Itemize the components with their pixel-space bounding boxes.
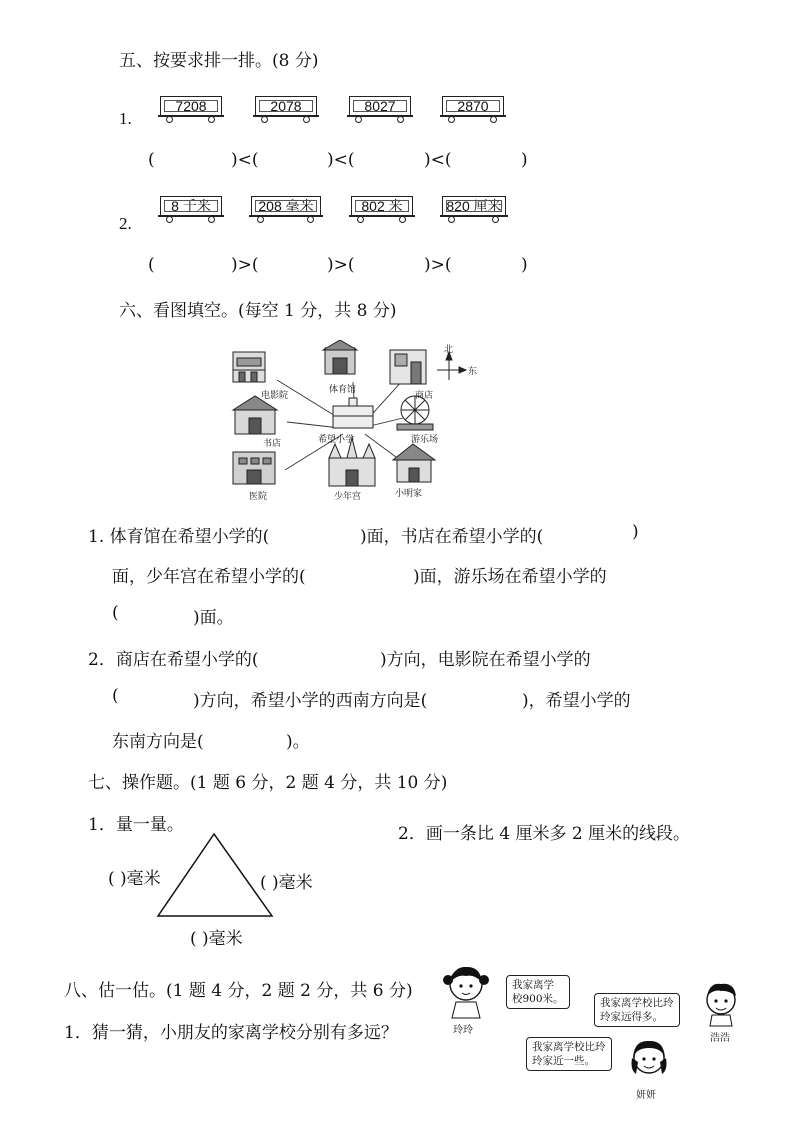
s6-q1-text: )面。 — [193, 608, 234, 628]
cart-label: 8027 — [349, 96, 411, 116]
compass-north: 北 — [444, 345, 454, 355]
side-length-blank-right[interactable]: ( )毫米 — [260, 873, 313, 893]
number-cart — [160, 96, 222, 122]
map-label-home: 小明家 — [395, 489, 423, 499]
answer-blank[interactable]: )<( — [327, 150, 355, 170]
speech-bubble — [506, 975, 570, 1009]
cart-label: 2078 — [255, 96, 317, 116]
cart-label: 8 千米 — [160, 196, 222, 216]
direction-map — [225, 340, 485, 505]
school-icon — [333, 398, 373, 428]
cart-label: 208 毫米 — [251, 196, 321, 216]
section8-title: 八、估一估。(1 题 4 分，2 题 2 分，共 6 分) — [64, 981, 413, 1001]
bubble-line: 我家离学校比玲 — [532, 1041, 606, 1053]
cart-label: 7208 — [160, 96, 222, 116]
answer-blank[interactable]: )>( — [424, 255, 452, 275]
map-label-bookstore: 书店 — [263, 439, 282, 449]
s6-q2-text: )方向，希望小学的西南方向是( — [193, 691, 428, 711]
speech-bubble — [594, 993, 680, 1027]
cart-label: 820 厘米 — [442, 196, 506, 216]
s6-q1-text: ( — [112, 603, 119, 623]
s6-q1-text: )面，书店在希望小学的( — [360, 527, 544, 547]
number-cart — [442, 96, 504, 122]
map-illustration — [225, 340, 485, 505]
girl-icon — [624, 1036, 674, 1086]
s6-q2-text: 东南方向是( — [112, 732, 204, 752]
answer-blank[interactable]: )<( — [424, 150, 452, 170]
compass-icon — [437, 352, 466, 380]
answer-blank[interactable]: ( — [148, 150, 155, 170]
shop-icon — [390, 350, 426, 384]
bubble-line: 校900米。 — [512, 993, 564, 1005]
bubble-line: 玲家近一些。 — [532, 1055, 595, 1067]
kid-name: 玲玲 — [453, 1025, 473, 1036]
hospital-icon — [233, 452, 275, 484]
map-label-gym: 体育馆 — [329, 385, 357, 395]
s6-q1-text: )面，游乐场在希望小学的 — [413, 567, 607, 587]
s6-q2-text: )。 — [286, 732, 310, 752]
gym-icon — [323, 340, 357, 374]
boy-icon — [700, 980, 742, 1028]
answer-blank[interactable]: ( — [148, 255, 155, 275]
s7-q2: 2．画一条比 4 厘米多 2 厘米的线段。 — [398, 824, 691, 844]
house-icon — [393, 444, 435, 482]
speech-bubble — [526, 1037, 612, 1071]
kid-name: 浩浩 — [710, 1033, 730, 1044]
bubble-line: 我家离学 — [512, 979, 554, 991]
section7-title: 七、操作题。(1 题 6 分，2 题 4 分，共 10 分) — [88, 773, 448, 793]
answer-blank[interactable]: ) — [521, 255, 528, 275]
section6-title: 六、看图填空。(每空 1 分，共 8 分) — [119, 301, 397, 321]
q1-number: 1. — [119, 109, 132, 128]
answer-blank[interactable]: )>( — [231, 255, 259, 275]
unit-cart — [251, 196, 321, 222]
ferris-wheel-icon — [397, 396, 433, 430]
map-label-palace: 少年宫 — [334, 492, 362, 502]
kid-name: 妍妍 — [636, 1090, 656, 1101]
s6-q2-text: )，希望小学的 — [522, 691, 631, 711]
s6-q1-text: 面，少年宫在希望小学的( — [112, 567, 306, 587]
number-cart — [349, 96, 411, 122]
map-label-hospital: 医院 — [249, 492, 268, 502]
section5-title: 五、按要求排一排。(8 分) — [119, 51, 319, 71]
answer-blank[interactable]: )<( — [231, 150, 259, 170]
cinema-icon — [233, 352, 265, 382]
bookstore-icon — [233, 396, 277, 434]
bubble-line: 我家离学校比玲 — [600, 997, 674, 1009]
cart-label: 802 米 — [351, 196, 413, 216]
answer-blank[interactable]: )>( — [327, 255, 355, 275]
unit-cart — [160, 196, 222, 222]
s8-q1: 1．猜一猜，小朋友的家离学校分别有多远？ — [64, 1023, 398, 1043]
unit-cart — [442, 196, 506, 222]
s6-q2-text: ( — [112, 686, 119, 706]
map-label-school: 希望小学 — [318, 435, 355, 445]
number-cart — [255, 96, 317, 122]
s6-q1-text: 1. 体育馆在希望小学的( — [88, 527, 270, 547]
palace-icon — [329, 438, 375, 486]
cart-label: 2870 — [442, 96, 504, 116]
map-label-park: 游乐场 — [411, 435, 439, 445]
girl-icon — [440, 962, 492, 1020]
map-label-cinema: 电影院 — [261, 391, 289, 401]
map-label-shop: 商店 — [415, 391, 434, 401]
s6-q2-text: 2．商店在希望小学的( — [88, 650, 259, 670]
unit-cart — [351, 196, 413, 222]
s6-q2-text: )方向，电影院在希望小学的 — [380, 650, 591, 670]
bubble-line: 玲家远得多。 — [600, 1011, 663, 1023]
q2-number: 2. — [119, 214, 132, 233]
answer-blank[interactable]: ) — [521, 150, 528, 170]
side-length-blank-bottom[interactable]: ( )毫米 — [190, 929, 243, 949]
compass-east: 东 — [468, 367, 478, 377]
side-length-blank-left[interactable]: ( )毫米 — [108, 869, 161, 889]
s6-q1-text: ) — [632, 522, 639, 542]
s7-q1: 1．量一量。 — [88, 815, 184, 835]
